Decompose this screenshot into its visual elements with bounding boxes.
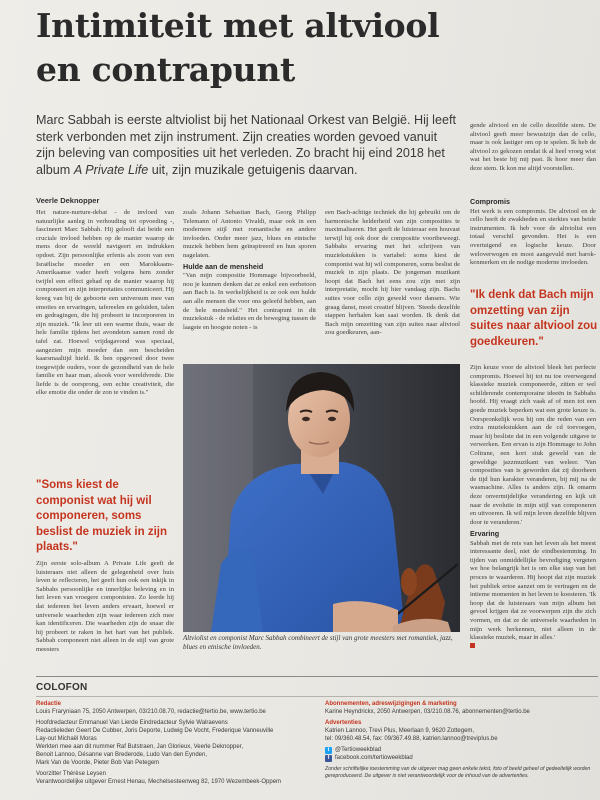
column-1-bottom [36,560,174,658]
colofon-staff-line-2: Redactieleden Geert De Cubber, Joris Deporte, Ludwig De Vocht, Frederique Vanneuville [36,728,274,734]
twitter-icon: t [325,747,332,754]
lead-album-title: A Private Life [73,162,149,177]
facebook-url: facebook.com/tertioweekblad [335,755,413,761]
colofon-redactie [36,700,316,786]
column-3-text: een Bach-achtige techniek die hij gebruikt om de harmonische helderheid van zijn composities te maximaliseren. Het geeft de luisteraar een houvast terwijl hij ook door de compositie voortbeweegt. Sabbahs ervaring met het schrijven van muziekstukken is variabel: soms kiest de componist wat hij wil componeren, soms beslist de muziek in zijn plaats. De jongeman muzikant hoopt dat Bach het eens zou zijn met zijn interpretatie, mocht hij hier vandaag zijn. Bachs suites voor cello zijn geweld voor dansers. Wie graag danst, moet creatief blijven. 'Steeds dezelfde stappen herhalen kan saai worden. Ik denk dat Bach mijn omzetting van zijn suites naar altviool zou goedkeuren, aan- [325,209,460,337]
facebook-icon: f [325,755,332,762]
subheading-hulde: Hulde aan de mensheid [183,261,264,271]
headline-line-1: Intimiteit met altviool [36,6,440,45]
column-4-top [470,122,596,197]
subheading-compromis: Compromis [470,197,510,206]
headline-line-2: en contrapunt [36,50,295,89]
photo-caption: Altviolist en componist Marc Sabbah combineert de stijl van grote meesters met romantiek, jazz, blues en etnische invloeden. [183,634,453,651]
article-photo [183,364,460,632]
colofon-staff-line-4: Werkten mee aan dit nummer Raf Butstraen, Jan Glorieux, Veerle Deknopper, [36,744,243,750]
advertenties-line-1: Katrien Lannoo, Trevi Plus, Meerlaan 9, 9620 Zottegem, [325,728,475,734]
column-1-bottom-text: Zijn eerste solo-album A Private Life geeft de luisteraars niet alleen de gelegenheid over huis leven te reflecteren, het geeft hun ook een inkijk in Sabbahs persoonlijke en innerlijke beleving en in het leven van vroegere componisten. Zo leerde hij dat iedereen het leven anders ervaart, hoewel er universele waarheden zijn waar iedereen zich mee kan identificeren. Die waarheden zijn de snaar die hij probeert te raken in het hart van het publiek. Sabbah componeert niet alleen in de stijl van grote meesters [36,560,174,653]
abonnementen-label: Abonnementen, adreswijzigingen & marketing [325,701,457,707]
advertenties-label: Advertenties [325,720,362,726]
redactie-label: Redactie [36,701,62,707]
column-2-intro: zoals Johann Sebastian Bach, Georg Philipp Telemann of Antonio Vivaldi, maar ook in een modernere stijl met romantische en andere invloeden. Onder meer jazz, blues en etnische muziek hebben hem geïnspireerd en hun sporen nagelaten. [183,209,316,259]
column-4-intro: gende altviool en de cello dezelfde stem. De altviool geeft meer bewustzijn dan de cello, maar is ook lastiger om op te spelen. Ik heb de altviool zo gekozen omdat ik al heel vroeg wist wat het beste bij mij past. Ik hoor meer dan deze stem. Ik kon me altijd voorstellen. [470,122,596,172]
colofon-title: COLOFON [36,682,88,693]
article-lead [36,112,456,178]
pull-quote-left: "Soms kiest de componist wat hij wil componeren, soms beslist de muziek in zijn plaats." [36,479,168,553]
redactie-address: Louis Fraryniaan 75, 2050 Antwerpen, 03/210.08.70, redactie@tertio.be, www.tertio.be [36,709,266,715]
musician-portrait-image [183,364,460,632]
colofon-staff-line-3: Lay-out Michaël Moras [36,736,97,742]
column-4-middle-text: Zijn keuze voor de altviool bleek het perfecte compromis. Hoewel hij tot nu toe overwegend klassieke muziek componeerde, zitten er wel schilderende contemporaine ideeën in Sabbahs hoofd. Hij vraagt zich vaak af of men tot een goede muziek beperken wat een grote keuze is. Oorspronkelijk wou hij om die reden van een extra muziekstukken aan de cd toevoegen, maar hij besliste dat in een volgende uitgave te verwerken. Een ervan is zijn Hommage to John Coltrane, een kort stuk geweld van de geweldige jazzmuzikant van weleer. 'Van composities van is geworden dat zij doorheen de tijd hun karakter veranderen, bij mij na de wasmachine. Alles is anders zijn. Ik omarm deze onvermijdelijke verandering en kijk uit naar de evolutie in mijn stijl van componeren en uitvoeren. Ik wil mijn leven dezelfde blijven door te veranderen.' [470,364,596,526]
colofon-staff-line-6: Mark Van de Voorde, Pieter Bob Van Petegem [36,760,160,766]
column-4-ervaring [470,528,596,658]
column-3 [325,209,460,359]
colofon-disclaimer: Zonder schriftelijke toestemming van de uitgever mag geen enkele tekst, foto of beeld geheel of gedeeltelijk worden gereproduceerd. De uitgever is niet verantwoordelijk voor de inhoud van de advertenties. [325,766,591,779]
column-1-top [36,209,174,461]
twitter-handle: @Tertioweekblad [335,747,382,753]
subheading-ervaring: Ervaring [470,529,500,538]
article-headline [36,4,576,92]
column-4-compromis-text: Het werk is een compromis. De altviool en de cello heeft de zwakheden en sterktes van beide instrumenten. Ik heb voor de altviolist een totaal verschil gevonden. Het is een overtuigend en logische keuze. Door weloverwogen en mooi aangevuld met barok-kenmerken en de nodige moderne invloeden. [470,207,596,267]
colofon-voorzitter: Voorzitter Thérèse Leysen [36,771,106,777]
column-4-ervaring-text: Sabbah met de reis van het leven als het meest interessante deel, niet de eindbestemming. In tijden van onmiddellijke bevrediging vergeten we hoe belangrijk het is om elke stap van het proces te waarderen. Hij hoopt dat zijn muziek het publiek ertoe aanzet om te vertragen en de intieme momenten in het leven te koesteren. 'Ik hoop dat de luisteraars van mijn album het gevoel krijgen dat ze voorwerpen zijn die zich vormen, en dat ze de universele waarheden in mijn werk herkennen, niet alleen in de klassieke muziek, maar in alles.' [470,539,596,642]
pull-quote-right: "Ik denk dat Bach mijn omzetting van zijn suites naar altviool zou goedkeuren." [470,289,598,348]
column-2 [183,209,316,359]
byline: Veerle Deknopper [36,196,100,205]
column-1-text: Het nature-nurture-debat - de invloed van natuurlijke aanleg in verhouding tot opvoeding -, fascineert Marc Sabbah. Hij gelooft dat beide een cruciale invloed hebben op de manier waarop de mens door de wereld navigeert en indrukken opdoet. Zijn persoonlijke erfenis als zoon van een Israëlische moeder en een Marokkaans-Amerikaanse vader heeft volgens hem zonder twijfel een effect gehad op de manier waarop hij componeert en zijn interpretaties communiceert. Hij kreeg van bij de geboorte een universum mee van emoties en ervaringen, tafereelen en geluiden, talen en gedragingen, die hij probeert te incorporeren in zijn muziek. "Ik leer uit een warme thuis, waar de hele familie tijdens het avondeten samen rond de tafel zat. Hoewel vrijdagavond was speciaal, aangezien mijn moeder dan een bescheiden kaarsmaaltijd hield. Ik ben opgevoed door twee toegewijde ouders, voor de gezondheid van de hele familie en haar man, alsook voor wereldvrede. Die liefde is de oorsprong, een echte creativiteit, die elke emotie die onder de zon te vinden is." [36,209,174,397]
colofon-contact [325,700,597,779]
colofon-divider [36,676,598,677]
column-2-body: "Van mijn compositie Hommage bijvoorbeeld, nou je kunnen denken dat ze enkel een eerbetoon aan Bach is. In werkelijkheid is ze ook een hulde aan alle mensen die voor ons geleefd hebben, aan de hele mensheid." Het contrapunt in dit muziekstuk - de relaties en de beweging tussen de laagste en hoogste noten - is [183,272,316,331]
advertenties-line-2: tel: 09/360.48.54, fax: 09/367.49.88, katrien.lannoo@trevipIus.be [325,736,498,742]
end-mark [470,643,475,648]
abonnementen-line: Karine Heyndrickx, 2050 Antwerpen, 03/210.08.76, abonnementen@tertio.be [325,709,530,715]
colofon-subdivider [36,696,598,697]
column-4-compromis [470,196,596,278]
twitter-link[interactable] [325,746,597,754]
colofon-staff-line-5: Benoit Lannoo, Désanne van Brederode, Ludo Van den Eynden, [36,752,208,758]
column-4-middle [470,364,596,526]
facebook-link[interactable] [325,754,597,762]
colofon-uitgever: Verantwoordelijke uitgever Ernest Henau, Mechelsesteenweg 82, 1970 Wezembeek-Oppem [36,779,282,785]
colofon-staff-line-1: Hoofdredacteur Emmanuel Van Lierde Eindredacteur Sylvie Walraevens [36,720,228,726]
lead-text-1: Marc Sabbah is eerste altviolist bij het Nationaal Orkest van België. Hij leeft sterk verbonden met zijn instrument. Zijn creaties worden gevoed vanuit zijn beleving van composities uit het verleden. Zo bracht hij eind 2018 het album [36,113,456,177]
lead-text-2: uit, zijn muzikale getuigenis daarvan. [148,162,358,177]
